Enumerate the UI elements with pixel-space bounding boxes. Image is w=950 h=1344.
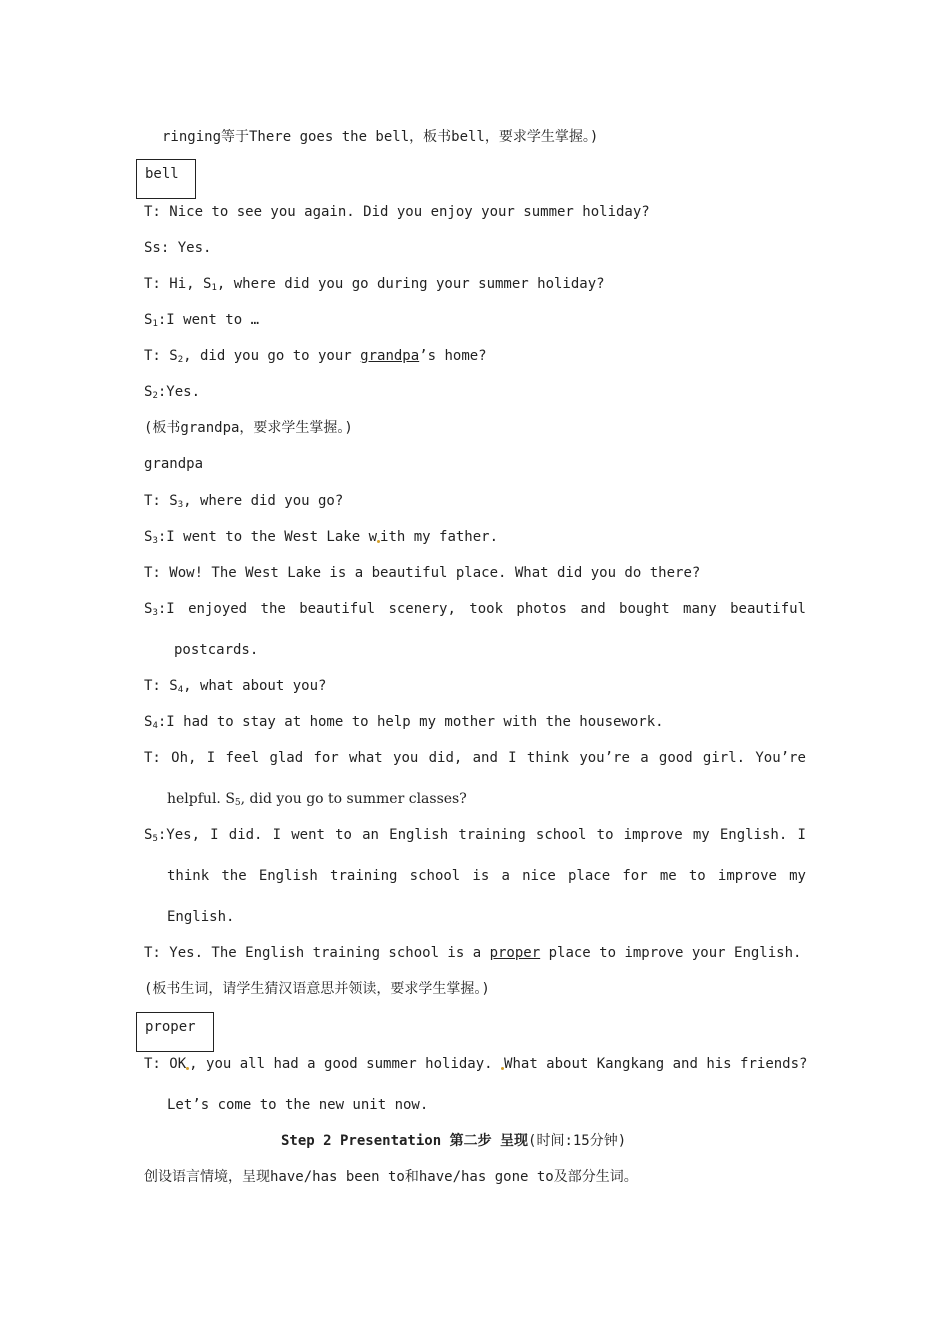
word: school — [535, 827, 587, 843]
dialogue-line: T: Hi, $S_1$, where did you go during your summer holiday? — [144, 276, 605, 293]
word: girl. — [702, 750, 746, 766]
word: my — [789, 868, 806, 884]
word: beautiful — [299, 601, 376, 617]
dialogue-line: T: Nice to see you again. Did you enjoy your summer holiday? — [144, 204, 650, 220]
dialogue-line: $S_1:I$ went to … — [144, 312, 260, 329]
word: $S_5:Yes$, — [144, 827, 201, 844]
word: did. — [228, 827, 263, 843]
dialogue-line: $S_3:I$ went to the West Lake w ith my father. — [144, 529, 499, 546]
word: an — [362, 827, 379, 843]
dialogue-line-justified — [144, 599, 806, 623]
word: I — [272, 827, 282, 843]
dialogue-line: T: $S_3$, where did you go? — [144, 493, 344, 510]
word: I — [508, 750, 517, 766]
word: glad — [269, 750, 304, 766]
word: my — [692, 827, 710, 843]
dialogue-line: postcards. — [174, 642, 259, 658]
word: improve — [623, 827, 683, 843]
word: training — [458, 827, 526, 843]
word: for — [622, 868, 648, 884]
word: me — [659, 868, 677, 884]
word: $S_3:I$ — [144, 601, 175, 618]
word: is — [472, 868, 490, 884]
word: the — [221, 868, 247, 884]
word: English — [389, 827, 449, 843]
dialogue-line: Ss: Yes. — [144, 240, 212, 256]
word: training — [330, 868, 398, 884]
dialogue-line: $S_4:I$ had to stay at home to help my mother with the housework. — [144, 714, 664, 731]
word: school — [409, 868, 461, 884]
dialogue-line-justified — [144, 825, 806, 849]
word: the — [260, 601, 286, 617]
word: bought — [619, 601, 670, 617]
dialogue-line: English. — [167, 909, 235, 925]
dialogue-line: T: $S_2$, did you go to your grandpa’s home? — [144, 348, 487, 365]
word: enjoyed — [188, 601, 248, 617]
word: good — [658, 750, 693, 766]
word: beautiful — [730, 601, 806, 617]
word: a — [640, 750, 649, 766]
word: to — [688, 868, 706, 884]
dialogue-line: Let’s come to the new unit now. — [167, 1097, 429, 1113]
word: Oh, — [171, 750, 197, 766]
word: for — [313, 750, 339, 766]
underlined-word: grandpa — [360, 348, 420, 364]
dialogue-line-justified — [144, 748, 806, 768]
word: you’re — [579, 750, 630, 766]
underlined-word: proper — [489, 945, 541, 961]
vocab-word-proper: proper — [145, 1019, 196, 1035]
word: went — [291, 827, 325, 843]
word: took — [469, 601, 503, 617]
dialogue-line: $S_2:Yes$. — [144, 384, 201, 401]
word: improve — [717, 868, 777, 884]
dialogue-line: T: Wow! The West Lake is a beautiful place. What did you do there? — [144, 565, 701, 581]
word: place — [568, 868, 611, 884]
word: to — [596, 827, 614, 843]
word: I — [206, 750, 216, 766]
note-line: (板书生词，请学生猜汉语意思并领读，要求学生掌握。) — [144, 981, 490, 997]
word: I — [797, 827, 806, 843]
vocab-word-grandpa: grandpa — [144, 456, 204, 472]
vocab-word-bell: bell — [145, 166, 179, 182]
dialogue-line: T: Yes. The English training school is a proper place to improve your English. — [144, 945, 802, 961]
dialogue-line: T: $S_4$, what about you? — [144, 678, 327, 695]
word: a — [501, 868, 510, 884]
step-time: (时间:15分钟) — [528, 1133, 627, 1149]
word: feel — [225, 750, 260, 766]
word: think — [526, 750, 570, 766]
word: photos — [516, 601, 567, 617]
word: you — [393, 750, 419, 766]
word: scenery, — [388, 601, 456, 617]
dialogue-line: T: OK , you all had a good summer holiday. What about Kangkang and his friends? — [144, 1056, 808, 1072]
text-line: ringing等于There goes the bell，板书bell，要求学生掌握。) — [162, 129, 599, 145]
note-line: (板书grandpa，要求学生掌握。) — [144, 420, 353, 436]
word: many — [683, 601, 717, 617]
dialogue-line-justified — [167, 866, 806, 886]
word: English — [258, 868, 318, 884]
section-heading — [281, 1131, 626, 1151]
dialogue-line: helpful. $S_5$, did you go to summer classes? — [167, 791, 467, 808]
word: You’re — [755, 750, 806, 766]
word: what — [349, 750, 383, 766]
word: think — [167, 868, 210, 884]
word: I — [210, 827, 219, 843]
step-title: Step 2 Presentation 第二步 呈现 — [281, 1133, 529, 1149]
word: to — [335, 827, 352, 843]
word: T: — [144, 750, 161, 766]
word: and — [580, 601, 606, 617]
word: nice — [522, 868, 556, 884]
word: did, — [428, 750, 463, 766]
word: and — [472, 750, 498, 766]
instruction-line: 创设语言情境，呈现have/has been to和have/has gone to及部分生词。 — [144, 1169, 638, 1185]
word: English. — [719, 827, 788, 843]
